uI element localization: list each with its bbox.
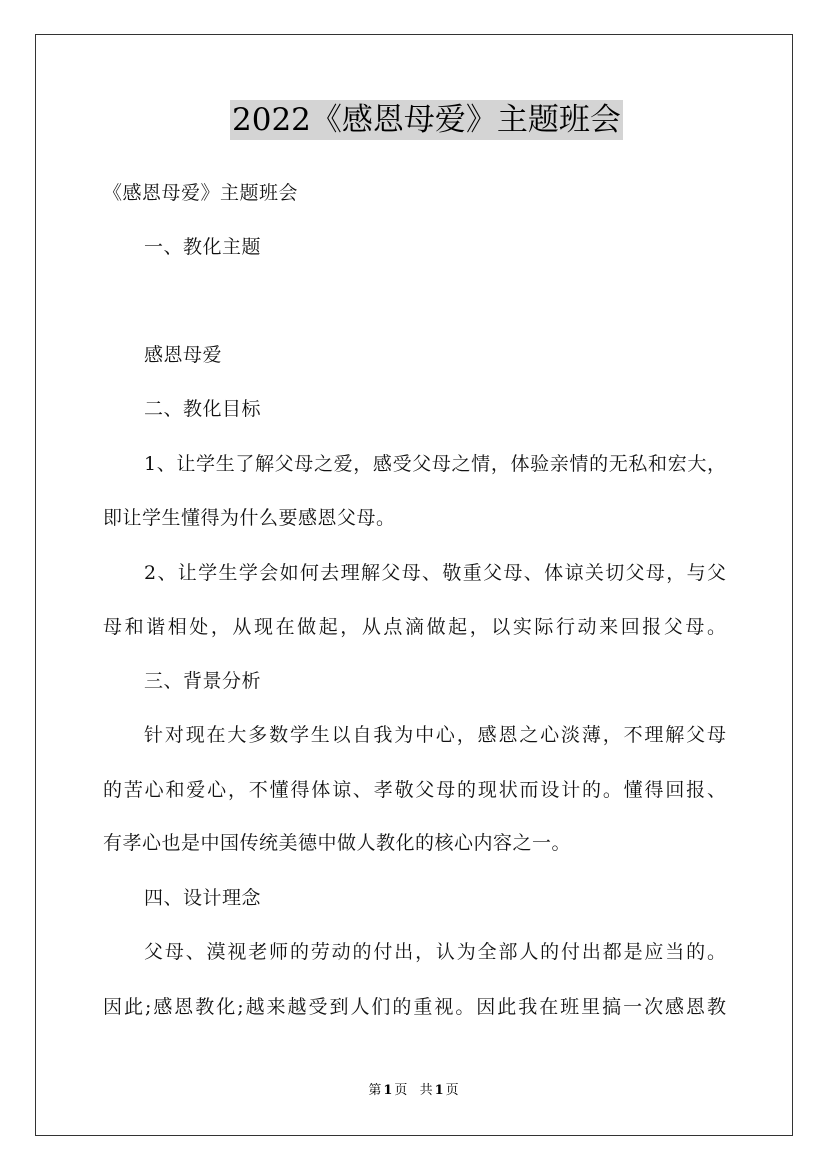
- goal1-line1: 1、让学生了解父母之爱，感受父母之情，体验亲情的无私和宏大，: [144, 453, 726, 475]
- total-pages-indicator: 共 1 页: [419, 1083, 459, 1098]
- goal1-line2: 即让学生懂得为什么要感恩父母。: [103, 507, 396, 529]
- idea-line1: 父母、漠视老师的劳动的付出，认为全部人的付出都是应当的。: [144, 941, 726, 963]
- goal2-line1: 2、让学生学会如何去理解父母、敬重父母、体谅关切父母，与父: [144, 562, 726, 584]
- page-indicator: 第 1 页: [368, 1083, 408, 1098]
- heading-teaching-goals: 二、教化目标: [144, 398, 262, 420]
- theme-text: 感恩母爱: [144, 344, 223, 366]
- heading-design-idea: 四、设计理念: [144, 887, 262, 909]
- idea-line2: 因此;感恩教化;越来越受到人们的重视。因此我在班里搞一次感恩教: [103, 996, 726, 1018]
- page-footer: [0, 1082, 827, 1100]
- background-line2: 的苦心和爱心，不懂得体谅、孝敬父母的现状而设计的。懂得回报、: [103, 779, 726, 801]
- heading-teaching-theme: 一、教化主题: [144, 236, 262, 258]
- heading-background: 三、背景分析: [144, 670, 262, 692]
- document-subtitle: 《感恩母爱》主题班会: [103, 182, 299, 204]
- background-line1: 针对现在大多数学生以自我为中心，感恩之心淡薄，不理解父母: [144, 724, 726, 746]
- background-line3: 有孝心也是中国传统美德中做人教化的核心内容之一。: [103, 832, 572, 854]
- document-title: 2022《感恩母爱》主题班会: [232, 102, 621, 138]
- goal2-line2: 母和谐相处，从现在做起，从点滴做起，以实际行动来回报父母。: [103, 616, 726, 638]
